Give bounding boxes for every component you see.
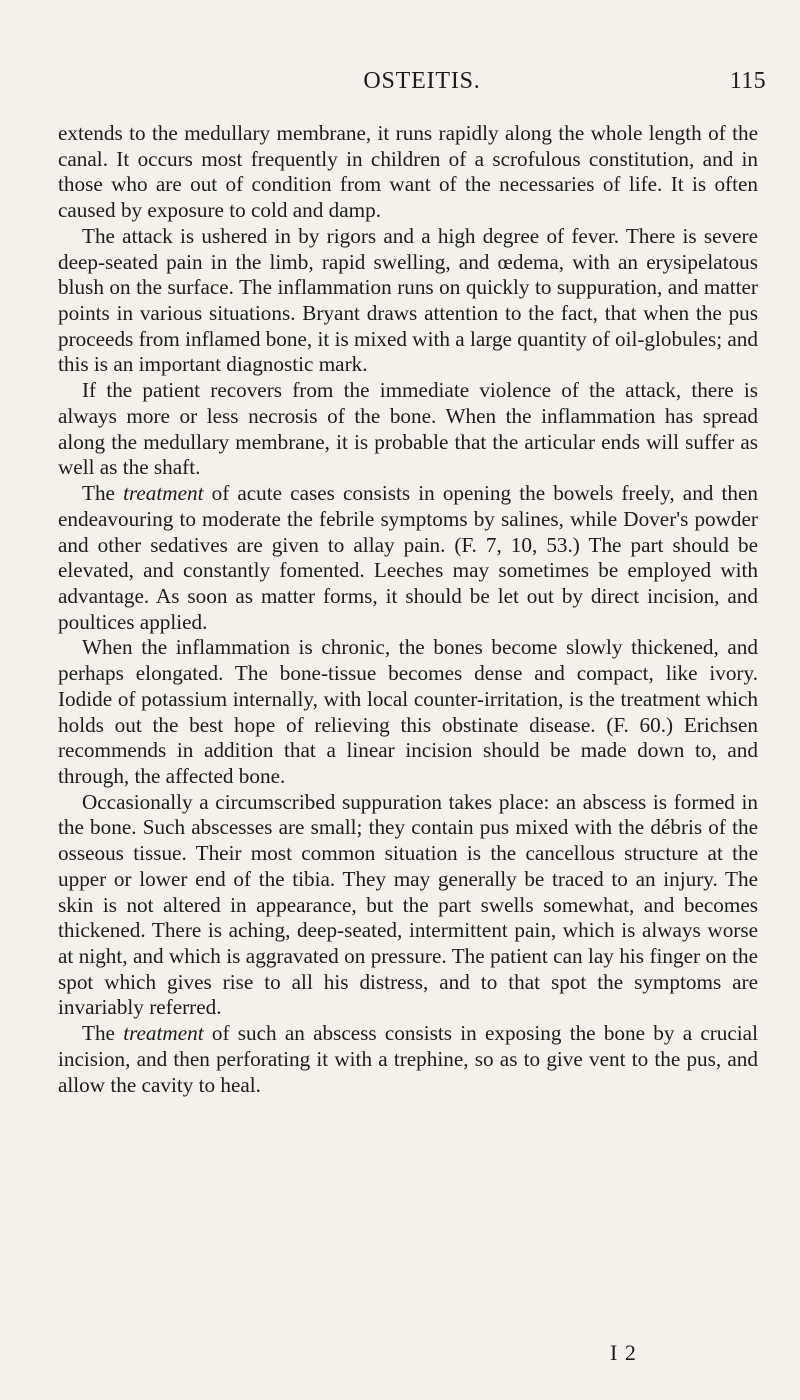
paragraph-text: If the patient recovers from the immediate violence of the attack, there is always more or less necrosis of the bone. When the inflammation has spread along the medullary membrane, it is probable that the articular ends will suffer as well as the shaft. — [58, 378, 758, 480]
body-text — [58, 121, 758, 1098]
running-head: OSTEITIS. — [363, 68, 481, 94]
paragraph-abscess-treatment — [58, 1021, 758, 1098]
paragraph-chronic — [58, 635, 758, 789]
paragraph-abscess — [58, 790, 758, 1021]
paragraph-text-lead: The — [82, 1021, 124, 1046]
paragraph-attack — [58, 224, 758, 378]
paragraph-text-lead: The — [82, 481, 124, 506]
paragraph-text-rest: of such an abscess consists in exposing the bone by a crucial incision, and then perforating it with a trephine, so as to give vent to the pus, and allow the cavity to heal. — [58, 1021, 758, 1097]
italic-term: treatment — [123, 1021, 204, 1046]
paragraph-acute-treatment — [58, 481, 758, 635]
paragraph-text: The attack is ushered in by rigors and a high degree of fever. There is severe deep-seated pain in the limb, rapid swelling, and œdema, with an erysipelatous blush on the surface. The inflammation runs on quickly to suppuration, and matter points in various situations. Bryant draws attention to the fact, that when the pus proceeds from inflamed bone, it is mixed with a large quantity of oil-globules; and this is an important diagnostic mark. — [58, 223, 758, 377]
paragraph-text: When the inflammation is chronic, the bones become slowly thickened, and perhaps elongated. The bone-tissue becomes dense and compact, like ivory. Iodide of potassium internally, with local counter-irritation, is the treatment which holds out the best hope of relieving this obstinate disease. (F. 60.) Erichsen recommends in addition that a linear incision should be made down to, and through, the affected bone. — [58, 635, 758, 788]
paragraph-text: extends to the medullary membrane, it runs rapidly along the whole length of the canal. It occurs most frequently in children of a scrofulous constitution, and in those who are out of condition from want of the necessaries of life. It is often caused by exposure to cold and damp. — [58, 121, 758, 223]
paragraph-text: Occasionally a circumscribed suppuration takes place: an abscess is formed in the bone. Such abscesses are small; they contain pus mixed with the débris of the osseous tissue. Their most common situation is the cancellous structure at the upper or lower end of the tibia. They may generally be traced to an injury. The skin is not altered in appearance, but the part swells somewhat, and becomes thickened. There is aching, deep-seated, intermittent pain, which is always worse at night, and which is aggravated on pressure. The patient can lay his finger on the spot which gives rise to all his distress, and to that spot the symptoms are invariably referred. — [58, 789, 758, 1020]
italic-term: treatment — [123, 481, 204, 506]
signature-mark: I 2 — [610, 1340, 637, 1365]
paragraph-continuation — [58, 121, 758, 224]
paragraph-recovery — [58, 378, 758, 481]
page-number: 115 — [729, 68, 766, 94]
page-header — [54, 68, 774, 98]
paragraph-text-rest: of acute cases consists in opening the bowels freely, and then endeavouring to moderate the febrile symptoms by salines, while Dover's powder and other sedatives are given to allay pain. (F. 7, 10, 53.) The part should be elevated, and constantly fomented. Leeches may sometimes be employed with advantage. As soon as matter forms, it should be let out by direct incision, and poultices applied. — [58, 481, 758, 634]
